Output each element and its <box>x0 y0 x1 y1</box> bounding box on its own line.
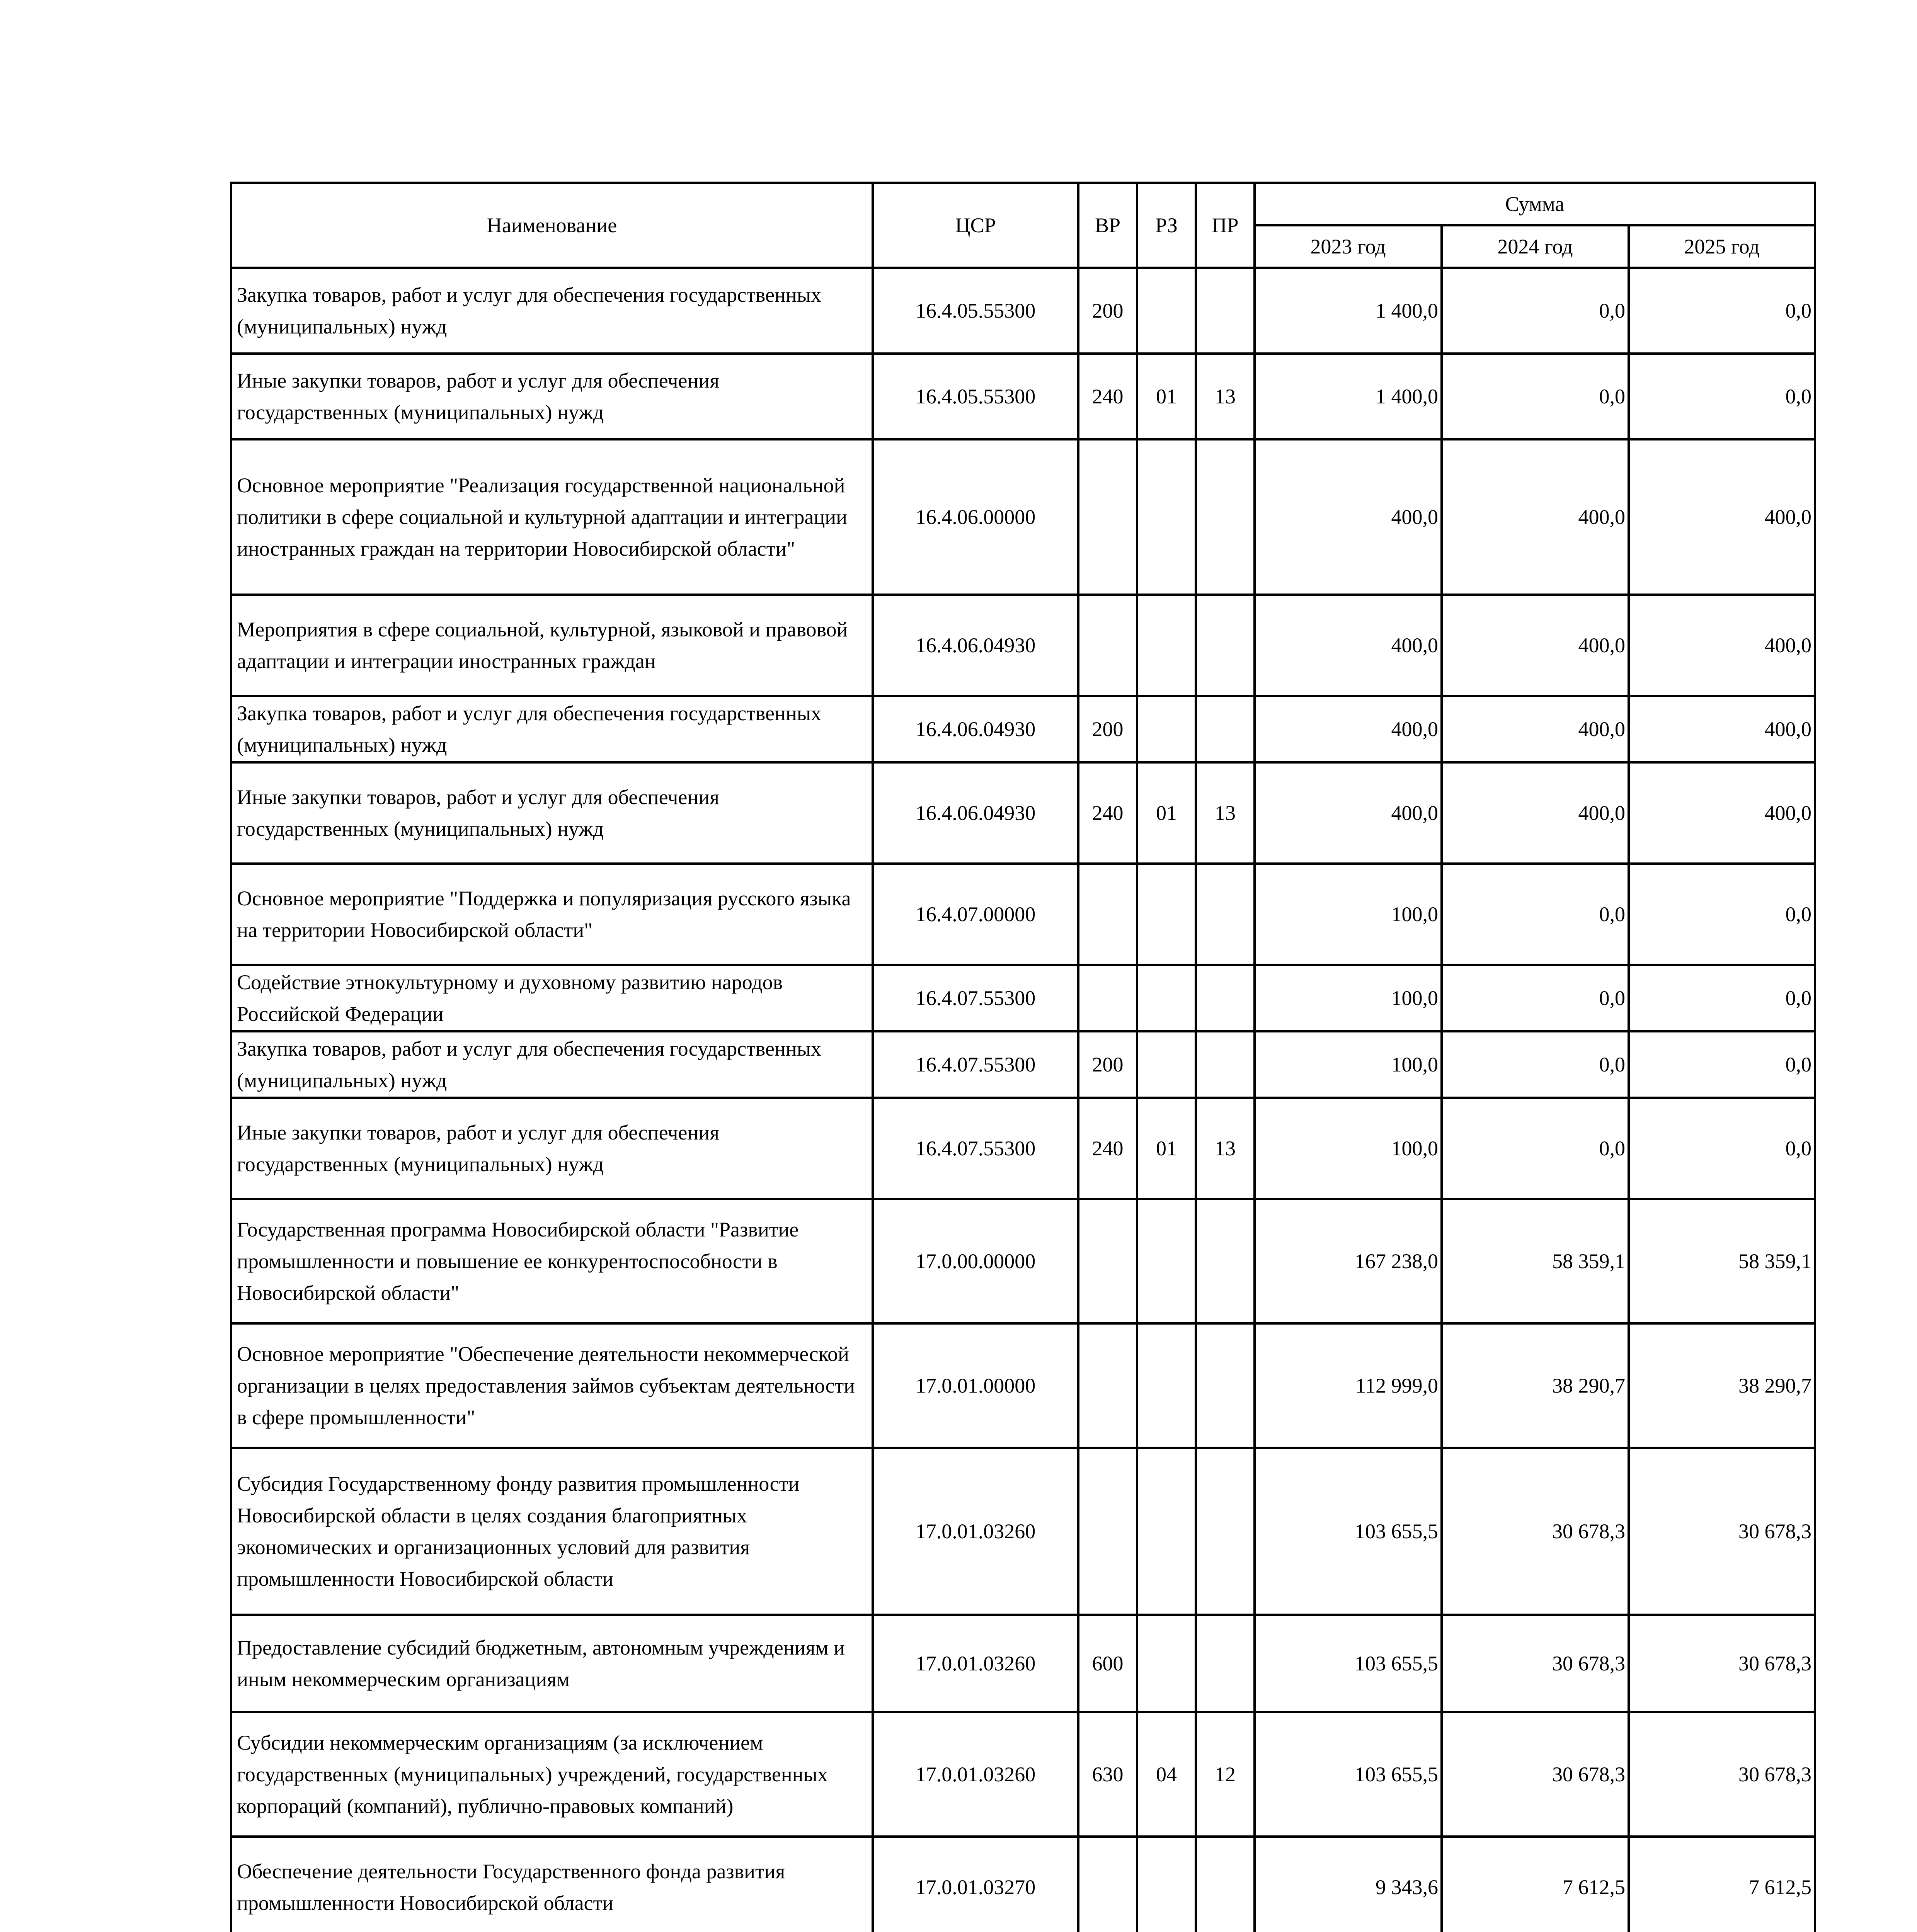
row-name: Мероприятия в сфере социальной, культурной, языковой и правовой адаптации и интеграции иностранных граждан <box>231 595 873 696</box>
header-rz: РЗ <box>1137 183 1196 268</box>
table-row <box>231 595 1815 696</box>
row-sum-2023: 103 655,5 <box>1255 1448 1442 1615</box>
row-sum-2023: 100,0 <box>1255 864 1442 965</box>
row-name: Закупка товаров, работ и услуг для обеспечения государственных (муниципальных) нужд <box>231 696 873 762</box>
table-body <box>231 268 1815 1932</box>
row-rz <box>1137 864 1196 965</box>
row-pr <box>1196 268 1255 354</box>
row-pr <box>1196 1199 1255 1323</box>
row-vr: 200 <box>1078 696 1137 762</box>
row-sum-2024: 400,0 <box>1442 696 1629 762</box>
row-sum-2025: 0,0 <box>1629 268 1815 354</box>
row-rz <box>1137 595 1196 696</box>
row-name: Иные закупки товаров, работ и услуг для обеспечения государственных (муниципальных) нужд <box>231 354 873 439</box>
row-sum-2025: 0,0 <box>1629 1031 1815 1098</box>
row-vr: 200 <box>1078 1031 1137 1098</box>
row-csr: 16.4.05.55300 <box>873 354 1078 439</box>
row-sum-2024: 7 612,5 <box>1442 1837 1629 1932</box>
row-sum-2024: 0,0 <box>1442 965 1629 1031</box>
budget-table <box>230 182 1816 1932</box>
row-csr: 16.4.07.55300 <box>873 1098 1078 1199</box>
row-pr <box>1196 965 1255 1031</box>
table-row <box>231 1712 1815 1837</box>
row-csr: 17.0.01.03260 <box>873 1712 1078 1837</box>
row-vr: 200 <box>1078 268 1137 354</box>
row-name: Субсидия Государственному фонду развития промышленности Новосибирской области в целях создания благоприятных экономических и организационных условий для развития промышленности Новосибирской области <box>231 1448 873 1615</box>
row-vr: 240 <box>1078 354 1137 439</box>
row-csr: 16.4.06.04930 <box>873 696 1078 762</box>
row-rz <box>1137 1199 1196 1323</box>
row-sum-2023: 400,0 <box>1255 595 1442 696</box>
row-sum-2025: 0,0 <box>1629 965 1815 1031</box>
row-name: Основное мероприятие "Обеспечение деятельности некоммерческой организации в целях предоставления займов субъектам деятельности в сфере промышленности" <box>231 1323 873 1448</box>
row-sum-2024: 30 678,3 <box>1442 1712 1629 1837</box>
row-sum-2023: 103 655,5 <box>1255 1712 1442 1837</box>
row-sum-2024: 400,0 <box>1442 762 1629 864</box>
row-sum-2024: 30 678,3 <box>1442 1615 1629 1712</box>
row-rz <box>1137 1323 1196 1448</box>
row-csr: 16.4.07.00000 <box>873 864 1078 965</box>
row-rz <box>1137 965 1196 1031</box>
row-rz <box>1137 1615 1196 1712</box>
row-sum-2025: 0,0 <box>1629 354 1815 439</box>
row-name: Основное мероприятие "Реализация государственной национальной политики в сфере социальной и культурной адаптации и интеграции иностранных граждан на территории Новосибирской области" <box>231 439 873 595</box>
table-row <box>231 1031 1815 1098</box>
row-sum-2025: 30 678,3 <box>1629 1615 1815 1712</box>
row-rz <box>1137 696 1196 762</box>
row-vr: 240 <box>1078 1098 1137 1199</box>
row-pr: 13 <box>1196 1098 1255 1199</box>
header-csr: ЦСР <box>873 183 1078 268</box>
table-row <box>231 1615 1815 1712</box>
row-sum-2024: 0,0 <box>1442 864 1629 965</box>
row-name: Иные закупки товаров, работ и услуг для обеспечения государственных (муниципальных) нужд <box>231 1098 873 1199</box>
header-year-2023: 2023 год <box>1255 225 1442 268</box>
row-pr <box>1196 1031 1255 1098</box>
row-vr <box>1078 1448 1137 1615</box>
row-sum-2025: 30 678,3 <box>1629 1448 1815 1615</box>
row-csr: 17.0.01.03260 <box>873 1448 1078 1615</box>
row-name: Закупка товаров, работ и услуг для обеспечения государственных (муниципальных) нужд <box>231 268 873 354</box>
row-sum-2023: 167 238,0 <box>1255 1199 1442 1323</box>
row-vr: 600 <box>1078 1615 1137 1712</box>
row-sum-2025: 400,0 <box>1629 595 1815 696</box>
row-sum-2024: 0,0 <box>1442 1098 1629 1199</box>
row-name: Содействие этнокультурному и духовному развитию народов Российской Федерации <box>231 965 873 1031</box>
row-sum-2024: 0,0 <box>1442 268 1629 354</box>
table-row <box>231 1448 1815 1615</box>
row-vr <box>1078 1323 1137 1448</box>
row-pr <box>1196 1837 1255 1932</box>
row-name: Субсидии некоммерческим организациям (за исключением государственных (муниципальных) учреждений, государственных корпораций (компаний), публично-правовых компаний) <box>231 1712 873 1837</box>
row-rz <box>1137 1837 1196 1932</box>
row-vr <box>1078 1837 1137 1932</box>
row-csr: 16.4.06.04930 <box>873 762 1078 864</box>
row-sum-2024: 30 678,3 <box>1442 1448 1629 1615</box>
row-csr: 17.0.01.03260 <box>873 1615 1078 1712</box>
row-pr: 12 <box>1196 1712 1255 1837</box>
row-pr <box>1196 1323 1255 1448</box>
row-sum-2025: 58 359,1 <box>1629 1199 1815 1323</box>
row-rz: 04 <box>1137 1712 1196 1837</box>
row-sum-2025: 400,0 <box>1629 762 1815 864</box>
row-sum-2023: 400,0 <box>1255 696 1442 762</box>
row-sum-2025: 38 290,7 <box>1629 1323 1815 1448</box>
row-vr <box>1078 595 1137 696</box>
row-csr: 16.4.05.55300 <box>873 268 1078 354</box>
row-sum-2024: 58 359,1 <box>1442 1199 1629 1323</box>
row-csr: 16.4.06.04930 <box>873 595 1078 696</box>
row-csr: 16.4.07.55300 <box>873 1031 1078 1098</box>
row-rz: 01 <box>1137 1098 1196 1199</box>
row-sum-2023: 9 343,6 <box>1255 1837 1442 1932</box>
row-pr <box>1196 1448 1255 1615</box>
row-sum-2023: 112 999,0 <box>1255 1323 1442 1448</box>
row-sum-2023: 100,0 <box>1255 1098 1442 1199</box>
row-name: Закупка товаров, работ и услуг для обеспечения государственных (муниципальных) нужд <box>231 1031 873 1098</box>
row-name: Обеспечение деятельности Государственного фонда развития промышленности Новосибирской области <box>231 1837 873 1932</box>
row-name: Основное мероприятие "Поддержка и популяризация русского языка на территории Новосибирской области" <box>231 864 873 965</box>
row-csr: 17.0.01.00000 <box>873 1323 1078 1448</box>
row-pr <box>1196 439 1255 595</box>
table-row <box>231 965 1815 1031</box>
table-row <box>231 1098 1815 1199</box>
row-sum-2023: 100,0 <box>1255 965 1442 1031</box>
row-csr: 16.4.06.00000 <box>873 439 1078 595</box>
row-sum-2023: 400,0 <box>1255 762 1442 864</box>
row-sum-2024: 0,0 <box>1442 1031 1629 1098</box>
row-rz <box>1137 268 1196 354</box>
row-sum-2024: 400,0 <box>1442 439 1629 595</box>
row-rz: 01 <box>1137 354 1196 439</box>
row-sum-2023: 1 400,0 <box>1255 268 1442 354</box>
row-pr <box>1196 864 1255 965</box>
table-row <box>231 1837 1815 1932</box>
header-row <box>231 183 1815 225</box>
row-sum-2024: 0,0 <box>1442 354 1629 439</box>
row-rz: 01 <box>1137 762 1196 864</box>
row-sum-2023: 1 400,0 <box>1255 354 1442 439</box>
header-sum: Сумма <box>1255 183 1815 225</box>
header-name: Наименование <box>231 183 873 268</box>
row-rz <box>1137 439 1196 595</box>
header-year-2024: 2024 год <box>1442 225 1629 268</box>
header-vr: ВР <box>1078 183 1137 268</box>
table-row <box>231 1199 1815 1323</box>
row-csr: 17.0.00.00000 <box>873 1199 1078 1323</box>
row-name: Иные закупки товаров, работ и услуг для обеспечения государственных (муниципальных) нужд <box>231 762 873 864</box>
table-row <box>231 439 1815 595</box>
row-csr: 17.0.01.03270 <box>873 1837 1078 1932</box>
row-rz <box>1137 1448 1196 1615</box>
header-pr: ПР <box>1196 183 1255 268</box>
row-vr: 630 <box>1078 1712 1137 1837</box>
row-sum-2024: 38 290,7 <box>1442 1323 1629 1448</box>
row-vr <box>1078 965 1137 1031</box>
row-vr: 240 <box>1078 762 1137 864</box>
header-year-2025: 2025 год <box>1629 225 1815 268</box>
row-rz <box>1137 1031 1196 1098</box>
row-sum-2023: 100,0 <box>1255 1031 1442 1098</box>
row-sum-2025: 7 612,5 <box>1629 1837 1815 1932</box>
table-row <box>231 696 1815 762</box>
table-row <box>231 864 1815 965</box>
row-pr <box>1196 1615 1255 1712</box>
table-row <box>231 762 1815 864</box>
row-pr: 13 <box>1196 762 1255 864</box>
row-name: Государственная программа Новосибирской области "Развитие промышленности и повышение ее конкурентоспособности в Новосибирской области" <box>231 1199 873 1323</box>
row-sum-2024: 400,0 <box>1442 595 1629 696</box>
row-pr <box>1196 595 1255 696</box>
row-csr: 16.4.07.55300 <box>873 965 1078 1031</box>
row-sum-2025: 400,0 <box>1629 439 1815 595</box>
row-pr <box>1196 696 1255 762</box>
row-sum-2025: 0,0 <box>1629 864 1815 965</box>
row-sum-2025: 30 678,3 <box>1629 1712 1815 1837</box>
table-row <box>231 354 1815 439</box>
row-sum-2025: 0,0 <box>1629 1098 1815 1199</box>
table-row <box>231 1323 1815 1448</box>
row-sum-2023: 103 655,5 <box>1255 1615 1442 1712</box>
row-sum-2023: 400,0 <box>1255 439 1442 595</box>
row-vr <box>1078 864 1137 965</box>
table-row <box>231 268 1815 354</box>
row-sum-2025: 400,0 <box>1629 696 1815 762</box>
row-vr <box>1078 439 1137 595</box>
row-name: Предоставление субсидий бюджетным, автономным учреждениям и иным некоммерческим организациям <box>231 1615 873 1712</box>
row-pr: 13 <box>1196 354 1255 439</box>
row-vr <box>1078 1199 1137 1323</box>
